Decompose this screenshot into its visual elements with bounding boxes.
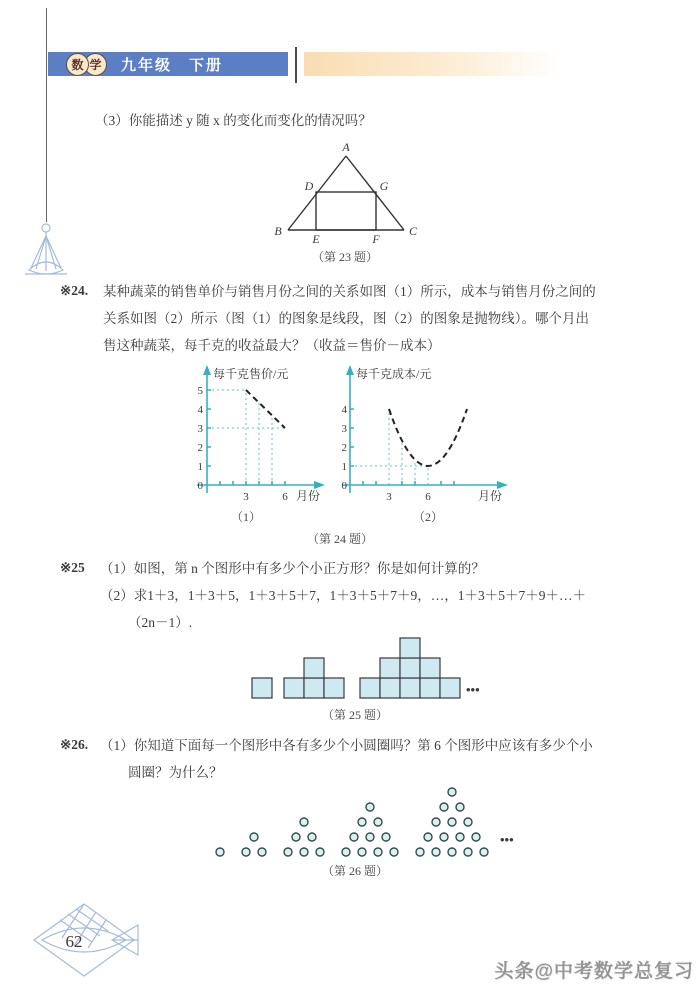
header-divider [295,47,297,83]
label-A: A [342,140,350,154]
chart1-ytick-1: 1 [197,461,203,473]
book-title: 九年级 下册 [121,56,224,74]
chart1-ytick-4: 4 [197,404,203,416]
fig26-shape-3 [284,818,324,856]
chart2-ytick-3: 3 [341,423,347,435]
p24-line1: 某种蔬菜的销售单价与销售月份之间的关系如图（1）所示，成本与销售月份之间的 [103,284,596,299]
fig26-shape-5 [416,788,488,856]
fig25-ellipsis: ••• [466,682,480,697]
chart2-title: 每千克成本/元 [356,367,432,381]
fig26-shape-4 [342,803,398,856]
watermark-text: 头条@中考数学总复习 [494,961,694,982]
chart1-caption: （1） [230,510,261,524]
header-accent-bar [304,52,560,76]
fig26-shape-1 [216,848,224,856]
p25-line3: （2n－1）. [128,615,193,630]
chart1-ytick-2: 2 [197,442,203,454]
label-C: C [408,224,418,238]
subject-logo-icon [66,53,89,76]
chart2-ytick-2: 2 [341,442,347,454]
chart2-ytick-4: 4 [341,404,347,416]
chart1-xtick-6: 6 [282,491,288,503]
fig26-caption: （第 26 题） [321,864,388,878]
fig23-caption: （第 23 题） [311,250,378,264]
chart2-caption: （2） [412,510,443,524]
chart1-ytick-0: 0 [197,480,203,492]
logo-char-1: 数 [71,57,84,72]
fig25-shape-3 [360,638,460,698]
p26-line1: （1）你知道下面每一个图形中各有多少个小圆圈吗？第 6 个图形中应该有多少个小 [100,738,593,753]
p24-number: ※24. [60,283,89,298]
fig26-circles [200,782,530,862]
compass-icon [22,218,82,288]
chart2-xtick-6: 6 [425,491,431,503]
chart2-ytick-0: 0 [341,480,347,492]
fig25-shape-2 [284,658,344,698]
chart-price-per-kg [183,360,343,510]
fig25-squares [230,632,490,704]
label-F: F [372,232,380,246]
fig26-shape-2 [242,833,266,856]
p26-line2: 圆圈？为什么？ [128,765,223,780]
chart1-ytick-3: 3 [197,423,203,435]
chart2-xlabel: 月份 [478,489,503,503]
label-E: E [312,232,320,246]
page-number: 62 [65,932,83,951]
chart1-xtick-3: 3 [243,491,249,503]
chart1-title: 每千克售价/元 [213,367,289,381]
chart2-ytick-1: 1 [341,461,347,473]
p24-line2: 关系如图（2）所示（图（1）的图象是线段，图（2）的图象是抛物线）。哪个月出 [103,311,589,326]
chart1-xlabel: 月份 [296,489,321,503]
p25-line1: （1）如图，第 n 个图形中有多少个小正方形？你是如何计算的？ [100,561,485,576]
fig26-ellipsis: ••• [500,832,514,847]
p24-line3: 售这种蔬菜，每千克的收益最大？（收益＝售价－成本） [103,338,441,353]
fig25-shape-1 [252,678,272,698]
margin-rule [46,8,47,222]
p25-number: ※25 [60,560,85,575]
logo-char-2: 学 [89,57,102,72]
p26-number: ※26. [60,737,89,752]
question-3-text: （3）你能描述 y 随 x 的变化而变化的情况吗？ [95,113,372,128]
label-G: G [379,179,389,193]
chart1-ytick-5: 5 [197,385,203,397]
p25-line2: （2）求1＋3，1＋3＋5，1＋3＋5＋7，1＋3＋5＋7＋9，…，1＋3＋5＋7＋9＋…＋ [100,588,586,603]
page-number-fish-decoration [28,898,143,982]
fig24-caption: （第 24 题） [306,532,373,546]
label-D: D [304,179,314,193]
chart2-xtick-3: 3 [386,491,392,503]
header-bar [48,52,288,76]
fig23-triangle [250,138,460,250]
label-B: B [274,224,282,238]
chart-cost-per-kg [338,360,516,510]
fig25-caption: （第 25 题） [321,708,388,722]
